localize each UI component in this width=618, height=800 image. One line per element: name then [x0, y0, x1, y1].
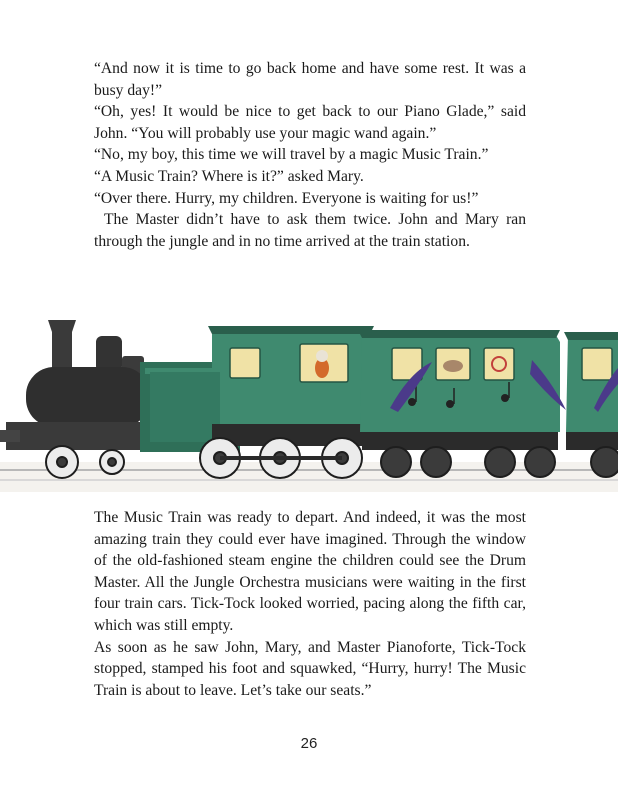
paragraph: “Oh, yes! It would be nice to get back to our Piano Glade,” said John. “You will probably use your magic wand again.” — [94, 103, 526, 142]
paragraph: As soon as he saw John, Mary, and Master Pianoforte, Tick-Tock stopped, stamped his foot and squawked, “Hurry, hurry! The Music Train is about to leave. Let’s take our seats.” — [94, 638, 526, 699]
paragraph: “Over there. Hurry, my children. Everyone is waiting for us!” — [94, 189, 479, 207]
train-car — [358, 330, 560, 450]
paragraph: “No, my boy, this time we will travel by a magic Music Train.” — [94, 146, 489, 164]
paragraph: “And now it is time to go back home and have some rest. It was a busy day!” — [94, 60, 526, 99]
paragraph: “A Music Train? Where is it?” asked Mary. — [94, 167, 364, 185]
paragraph: The Master didn’t have to ask them twice. John and Mary ran through the jungle and in no time arrived at the train station. — [94, 211, 526, 250]
music-train-illustration — [0, 312, 618, 500]
bottom-text-block — [94, 507, 526, 701]
page-number: 26 — [300, 735, 318, 752]
paragraph: The Music Train was ready to depart. And indeed, it was the most amazing train they could ever have imagined. Through the window of the old-fashioned steam engine the children could see the Drum Master. All the Jungle Orchestra musicians were waiting in the first four train cars. Tick-Tock looked worried, pacing along the fifth car, which was still empty. — [94, 509, 526, 634]
engine-cab — [150, 326, 374, 446]
top-text-block — [94, 58, 526, 252]
